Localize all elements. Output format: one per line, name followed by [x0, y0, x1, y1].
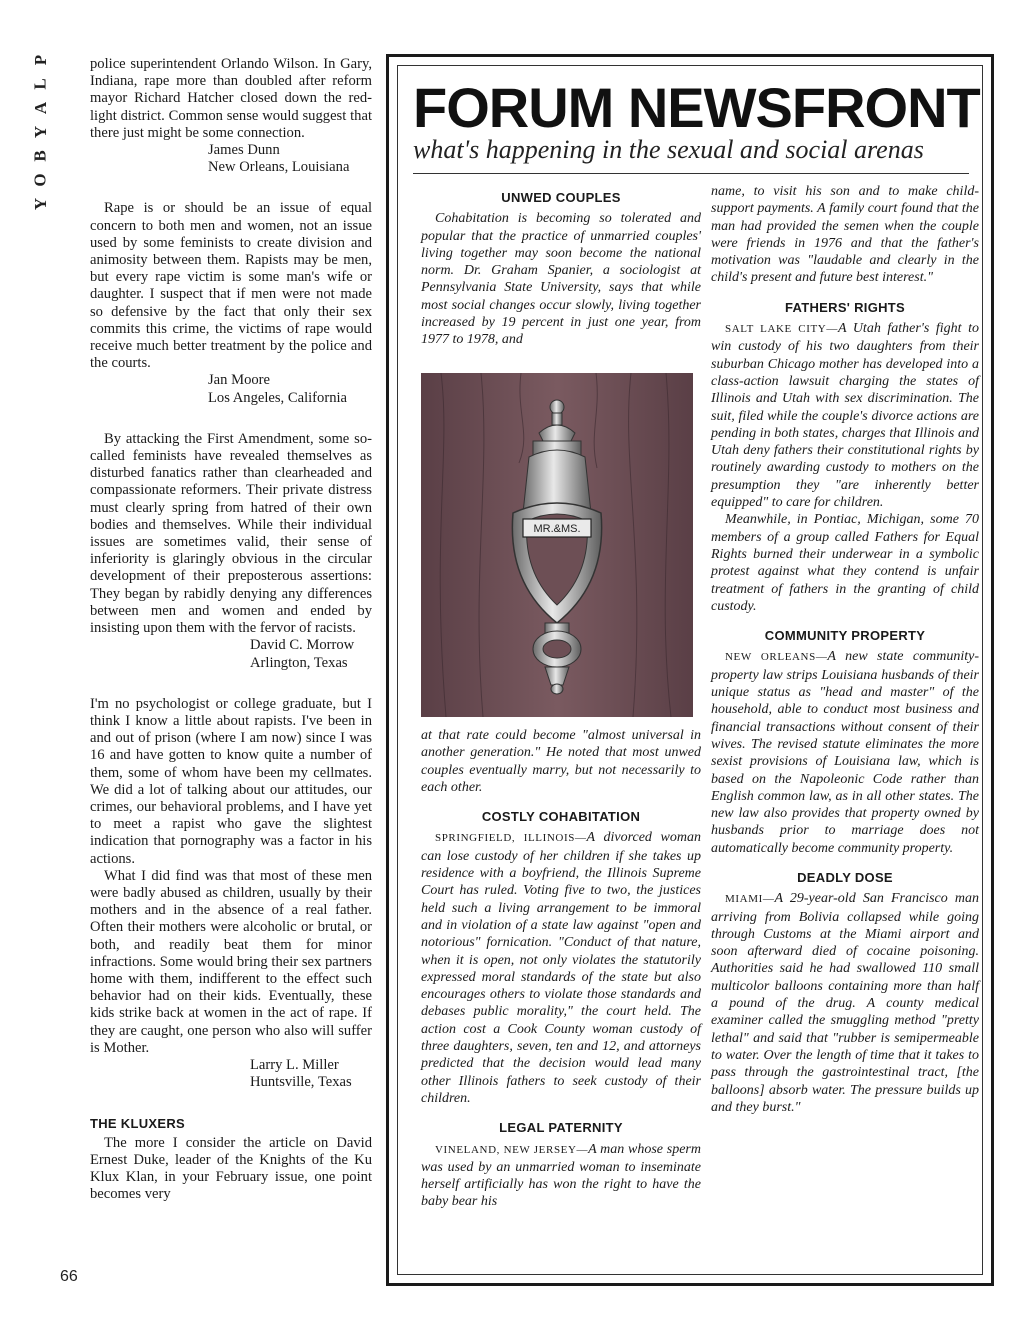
- letter-signature: [208, 372, 372, 406]
- forum-column-right: [711, 184, 979, 1116]
- letter-author: Larry L. Miller: [250, 1056, 339, 1073]
- section-text: Meanwhile, in Pontiac, Michigan, some 70 members of a group called Fathers for Equal Rights burned their underwear in a symbolic protest against what they contend is unfair treatment of fathers in the granting of child custody.: [711, 512, 979, 614]
- section-dateline: VINELAND, NEW JERSEY—: [435, 1143, 589, 1156]
- section-body: A 29-year-old San Francisco man arriving from Bolivia collapsed while going through Customs at the Miami airport and soon afterward died of cocaine poisoning. Authorities said he had swallowed 110 small multicolor balloons containing more than half a pound of the drug. A county medical examiner called the smuggling method "pretty lethal" and said that "rubber is semipermeable to water. Over the length of time that it takes to pass through the gastrointestinal tract, [the balloons] absorb water. The pressure builds up and they burst.": [711, 891, 979, 1115]
- section-body: A Utah father's fight to win custody of his two daughters from their suburban Chicago mother has developed into a class-action lawsuit charging the states of Illinois and Utah with sex discrimination. The suit, filed while the couple's divorce actions are pending in both states, charges that Illinois and Utah deny fathers their constitutional rights by routinely awarding custody to mothers on the presumption they "are inherently better equipped" to care for children.: [711, 321, 979, 511]
- section-text: [711, 648, 979, 857]
- section-heading: UNWED COUPLES: [501, 190, 621, 205]
- masthead-letter: B: [31, 150, 50, 162]
- masthead-letter: L: [31, 78, 50, 90]
- letter-author: James Dunn: [208, 142, 280, 159]
- forum-column-left-bottom: [421, 727, 701, 1211]
- section-text: [711, 320, 979, 511]
- masthead-letter: Y: [31, 197, 50, 211]
- section-dateline: NEW ORLEANS—: [725, 651, 828, 664]
- letter-author: David C. Morrow: [250, 637, 355, 654]
- letter: [90, 56, 372, 176]
- section-heading: COSTLY COHABITATION: [481, 809, 641, 825]
- letter-location: Arlington, Texas: [250, 654, 348, 671]
- section-text: [421, 1141, 701, 1211]
- letter-author: Jan Moore: [208, 372, 271, 389]
- letter-paragraph: What I did find was that most of these men were badly abused as children, usually by their mothers and in the absence of a real father. Often their mothers were alcoholic or brutal, or both, and readily beat them for minor infractions. Some would bring their sex partners home with them, indifferent to the effect such behavior had on their kids. Eventually, these kids strike back at women in the act of rape. If they are caught, one person who also will suffer is Mother.: [90, 867, 372, 1056]
- letter-paragraph: Rape is or should be an issue of equal concern to both men and women, not an issue used by some feminists to create division and animosity between them. Rapists may be men, but every rape victim is some man's wife or daughter. I suspect that if men were not made so defensive by the fact that only their sex commits this crime, the victims of rape would receive much better treatment by the police and the courts.: [90, 200, 372, 372]
- section-heading: FATHERS' RIGHTS: [784, 299, 906, 315]
- letter-signature: [250, 1057, 372, 1091]
- section-heading: COMMUNITY PROPERTY: [764, 628, 926, 644]
- letter: [90, 431, 372, 672]
- forum-title: FORUM NEWSFRONT: [413, 76, 980, 139]
- letter-location: New Orleans, Louisiana: [208, 159, 350, 176]
- kluxers-heading: THE KLUXERS: [90, 1116, 186, 1132]
- letter-location: Los Angeles, California: [208, 389, 348, 406]
- section-text-continued: name, to visit his son and to make child-support payments. A family court found that the man had provided the semen when the couple were friends in 1976 and that the father's motivation was "laudable and clearly in the child's present and future best interest.": [711, 184, 979, 286]
- playboy-vertical-masthead: [26, 48, 56, 211]
- door-knocker-illustration: [421, 373, 693, 717]
- section-body: A divorced woman can lose custody of her children if she takes up residence with a boyfriend, the Illinois Supreme Court has ruled. Voting five to two, the justices held such a living arrangement to be immoral and in violation of a state law against "open and notorious" fornication. "Conduct of that nature, when it is open, not only violates the statutorily expressed moral standards of the state but also encourages others to violate those standards and debases public morality," the court held. The action cost a Cook County woman custody of three daughters, seven, ten and 12, and attorneys predicted that the decision would lead many other Illinois fathers to seek custody of their children.: [421, 830, 701, 1106]
- section-dateline: SALT LAKE CITY—: [725, 323, 838, 336]
- section-text-continued: at that rate could become "almost universal in another generation." He noted that most unwed couples eventually marry, but not necessarily to each other.: [421, 728, 701, 795]
- section-body: A man whose sperm was used by an unmarried woman to inseminate herself artificially has won the right to have the baby bear his: [421, 1141, 701, 1210]
- kluxers-text: The more I consider the article on David Ernest Duke, leader of the Knights of the Ku Klux Klan, in your February issue, one point becomes very: [90, 1134, 372, 1203]
- door-knocker-image: [421, 373, 693, 717]
- section-text: [711, 890, 979, 1116]
- page-number: 66: [60, 1268, 78, 1285]
- section-body: A new state community-property law strips Louisiana husbands of their unique status as "head and master" of the household, able to conduct most business and financial transactions without consent of their wives. The revised statute eliminates the more sexist provisions of Louisiana law, which is based on the Napoleonic Code rather than English common law, as in all other states. The new law also provides that property owned by husbands prior to marriage does not automatically become community property.: [711, 649, 979, 856]
- masthead-letter: O: [30, 173, 50, 187]
- masthead-letter: Y: [31, 125, 50, 139]
- section-dateline: MIAMI—: [725, 893, 775, 906]
- forum-subtitle: what's happening in the sexual and social arenas: [413, 135, 924, 164]
- masthead-letter: A: [31, 101, 50, 115]
- letter: [90, 200, 372, 406]
- plaque-text: MR.&MS.: [533, 523, 581, 535]
- section-heading: DEADLY DOSE: [797, 869, 893, 885]
- section-text: [421, 829, 701, 1107]
- letter-paragraph: By attacking the First Amendment, some so-called feminists have revealed themselves as disturbed fanatics rather than clearheaded and compassionate reformers. Their private distress must clearly spring from hatred of their own bodies and themselves. While their individual issues are sometimes valid, their sense of inferiority is glaringly obvious in the circular development of their preposterous assertions: They began by rabidly denying any differences between men and women and ended by insisting upon them with the fervor of racists.: [90, 430, 372, 637]
- letter: [90, 696, 372, 1092]
- letter-signature: [250, 637, 372, 671]
- letter-signature: [208, 142, 372, 176]
- letter-paragraph: I'm no psychologist or college graduate, but I think I know a little about rapists. I've been in and out of prison (where I am now) since I was 16 and have gotten to know quite a number of them, some of whom have been my cellmates. We did a lot of talking about our attitudes, our crimes, our behavioral problems, and I have yet to meet a rapist who gave the slightest indication that pornography was a factor in his actions.: [90, 695, 372, 867]
- forum-newsfront-box: [386, 54, 994, 1286]
- forum-column-left-top: [421, 189, 701, 349]
- letters-column: [90, 56, 372, 1203]
- section-text: Cohabitation is becoming so tolerated and popular that the practice of unmarried couples' living together may soon become the national norm. Dr. Graham Spanier, a sociologist at Pennsylvania State University, says that while most social changes occur slowly, living together increased by 19 percent in just one year, from 1977 to 1978, and: [421, 211, 701, 348]
- letter-paragraph: police superintendent Orlando Wilson. In Gary, Indiana, rape more than doubled after reform mayor Richard Hatcher closed down the red-light district. Common sense would suggest that there just might be some connection.: [90, 56, 372, 141]
- forum-divider: [413, 173, 969, 174]
- masthead-letter: P: [30, 54, 50, 66]
- section-dateline: SPRINGFIELD, ILLINOIS—: [435, 832, 587, 845]
- section-heading: LEGAL PATERNITY: [499, 1120, 623, 1136]
- letter-location: Huntsville, Texas: [250, 1074, 352, 1091]
